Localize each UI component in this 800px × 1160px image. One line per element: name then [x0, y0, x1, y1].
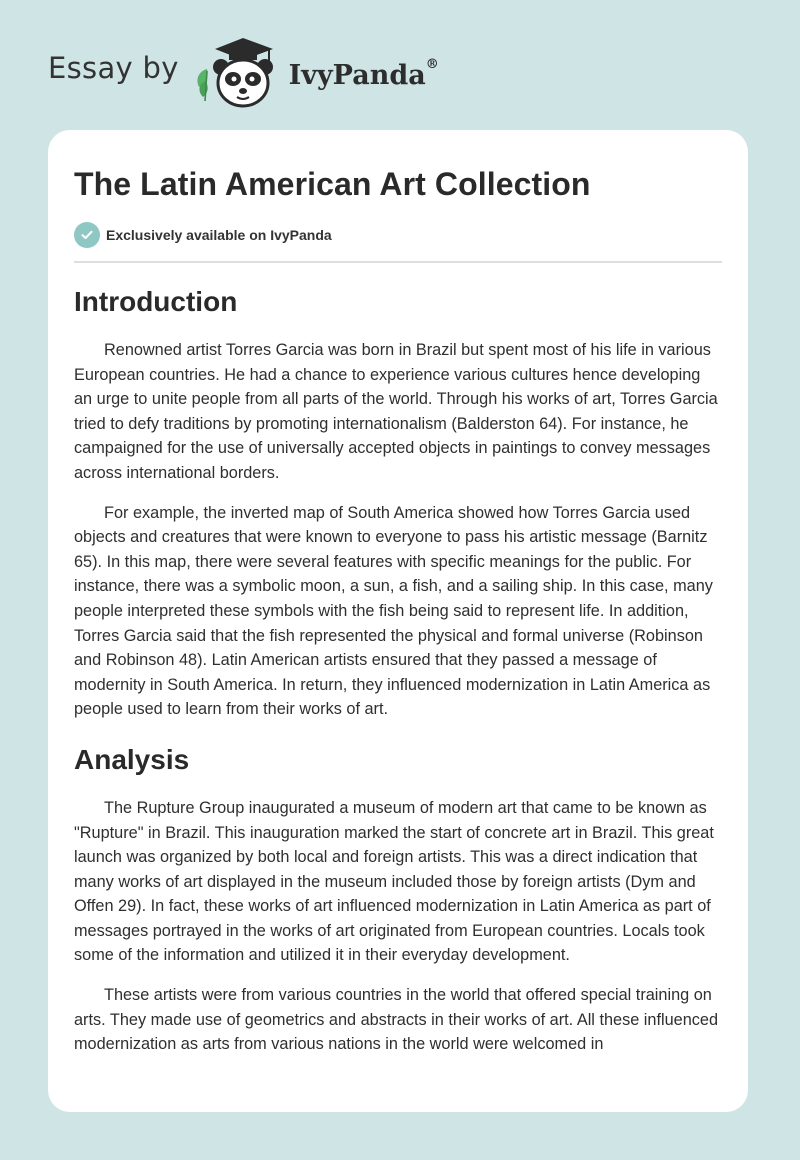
registered-mark: ®: [425, 56, 439, 72]
check-circle-icon: [74, 222, 100, 248]
paragraph: These artists were from various countries in the world that offered special training on arts. They made use of geometrics and abstracts in their works of art. All these influenced modernization as arts from various nations in the world were welcomed in: [74, 986, 719, 1054]
essay-content: [74, 286, 722, 1072]
brand-name-text: IvyPanda: [288, 59, 426, 91]
panda-graduate-icon: [193, 35, 285, 113]
page-title: The Latin American Art Collection: [74, 166, 591, 202]
leaf-icon: [197, 69, 207, 101]
exclusive-badge: [74, 222, 332, 248]
paragraph: The Rupture Group inaugurated a museum of modern art that came to be known as "Rupture" in Brazil. This inauguration marked the start of concrete art in Brazil. This great launch was organized by both local and foreign artists. This was a direct indication that many works of art displayed in the museum included those by foreign artists (Dym and Offen 29). In fact, these works of art influenced modernization in Latin America as part of messages portrayed in the works of art originated from European countries. Locals took some of the information and utilized it in their everyday development.: [74, 798, 714, 965]
brand-name: [288, 56, 439, 91]
section-heading: Analysis: [74, 743, 190, 775]
section-introduction: [74, 286, 722, 722]
brand-prefix: Essay by: [48, 51, 179, 85]
divider: [74, 261, 722, 263]
paragraph: For example, the inverted map of South America showed how Torres Garcia used objects and creatures that were known to everyone to pass his artistic message (Barnitz 65). In this map, there were several features with specific meanings for the public. For instance, there was a symbolic moon, a sun, a fish, and a sailing ship. In this case, many people interpreted these symbols with the fish being said to represent life. In addition, Torres Garcia said that the fish represented the physical and formal universe (Robinson and Robinson 48). Latin American artists ensured that they passed a message of modernity in South America. In return, they influenced modernization in Latin America as people used to learn from their works of art.: [74, 503, 713, 719]
exclusive-badge-text: Exclusively available on IvyPanda: [106, 227, 332, 243]
essay-card: [48, 130, 748, 1112]
brand-header[interactable]: [48, 34, 439, 114]
paragraph: Renowned artist Torres Garcia was born in Brazil but spent most of his life in various European countries. He had a chance to experience various cultures hence developing an urge to unite people from all parts of the world. Through his works of art, Torres Garcia tried to defy traditions by promoting internationalism (Balderston 64). For instance, he campaigned for the use of universally accepted objects in paintings to convey messages across international borders.: [74, 341, 718, 482]
section-heading: Introduction: [74, 286, 238, 317]
section-analysis: [74, 744, 722, 1057]
